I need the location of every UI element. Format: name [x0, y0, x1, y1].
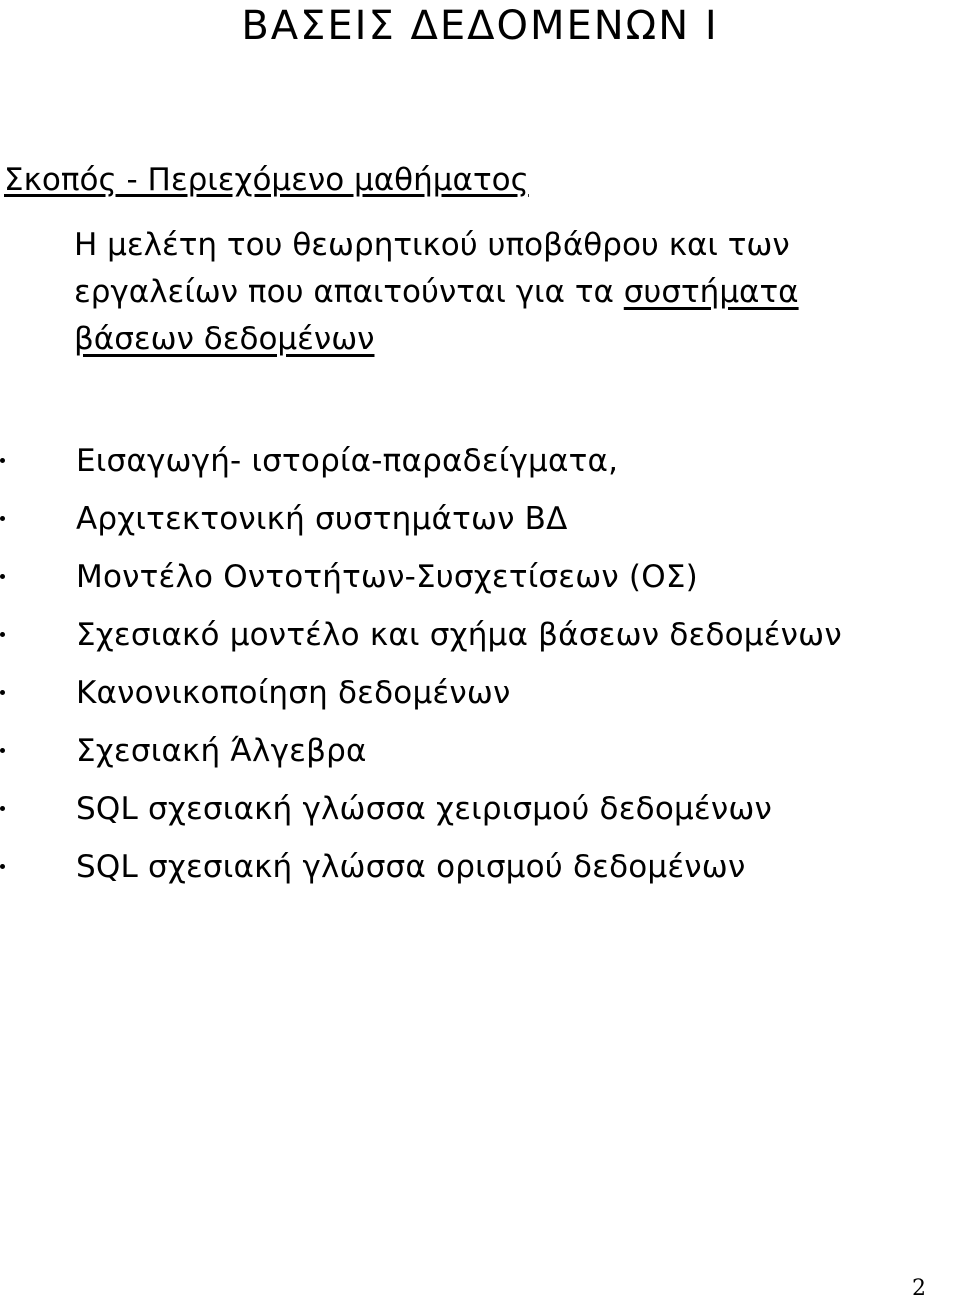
topic-list: [0, 438, 960, 902]
bullet-icon: [0, 748, 5, 753]
document-title: ΒΑΣΕΙΣ ΔΕΔΟΜΕΝΩΝ Ι: [241, 3, 719, 49]
description-line-1: Η μελέτη του θεωρητικού υποβάθρου και των: [74, 227, 790, 263]
list-item: [0, 728, 960, 786]
description-line-2: [74, 269, 954, 316]
section-heading: Σκοπός - Περιεχόμενο μαθήματος: [4, 162, 529, 198]
description-line-3: βάσεων δεδομένων: [74, 321, 375, 357]
bullet-icon: [0, 864, 5, 869]
bullet-icon: [0, 574, 5, 579]
list-item: [0, 612, 960, 670]
page-number: 2: [912, 1276, 926, 1301]
list-item: [0, 786, 960, 844]
topic-text: Αρχιτεκτονική συστημάτων ΒΔ: [76, 501, 568, 537]
bullet-icon: [0, 458, 5, 463]
topic-text: Σχεσιακή Άλγεβρα: [76, 733, 367, 769]
description-underlined-term: συστήματα: [623, 274, 799, 310]
topic-text: Μοντέλο Οντοτήτων-Συσχετίσεων (ΟΣ): [76, 559, 698, 595]
topic-text: Κανονικοποίηση δεδομένων: [76, 675, 511, 711]
list-item: [0, 670, 960, 728]
bullet-icon: [0, 690, 5, 695]
topic-text: Σχεσιακό μοντέλο και σχήμα βάσεων δεδομένων: [76, 617, 842, 653]
list-item: [0, 844, 960, 902]
bullet-icon: [0, 632, 5, 637]
topic-text: Εισαγωγή- ιστορία-παραδείγματα,: [76, 443, 619, 479]
bullet-icon: [0, 516, 5, 521]
topic-text: SQL σχεσιακή γλώσσα ορισμού δεδομένων: [76, 849, 746, 885]
list-item: [0, 554, 960, 612]
list-item: [0, 496, 960, 554]
list-item: [0, 438, 960, 496]
topic-text: SQL σχεσιακή γλώσσα χειρισμού δεδομένων: [76, 791, 773, 827]
bullet-icon: [0, 806, 5, 811]
course-description: [74, 222, 954, 363]
description-line-2-text: εργαλείων που απαιτούνται για τα: [74, 274, 624, 310]
